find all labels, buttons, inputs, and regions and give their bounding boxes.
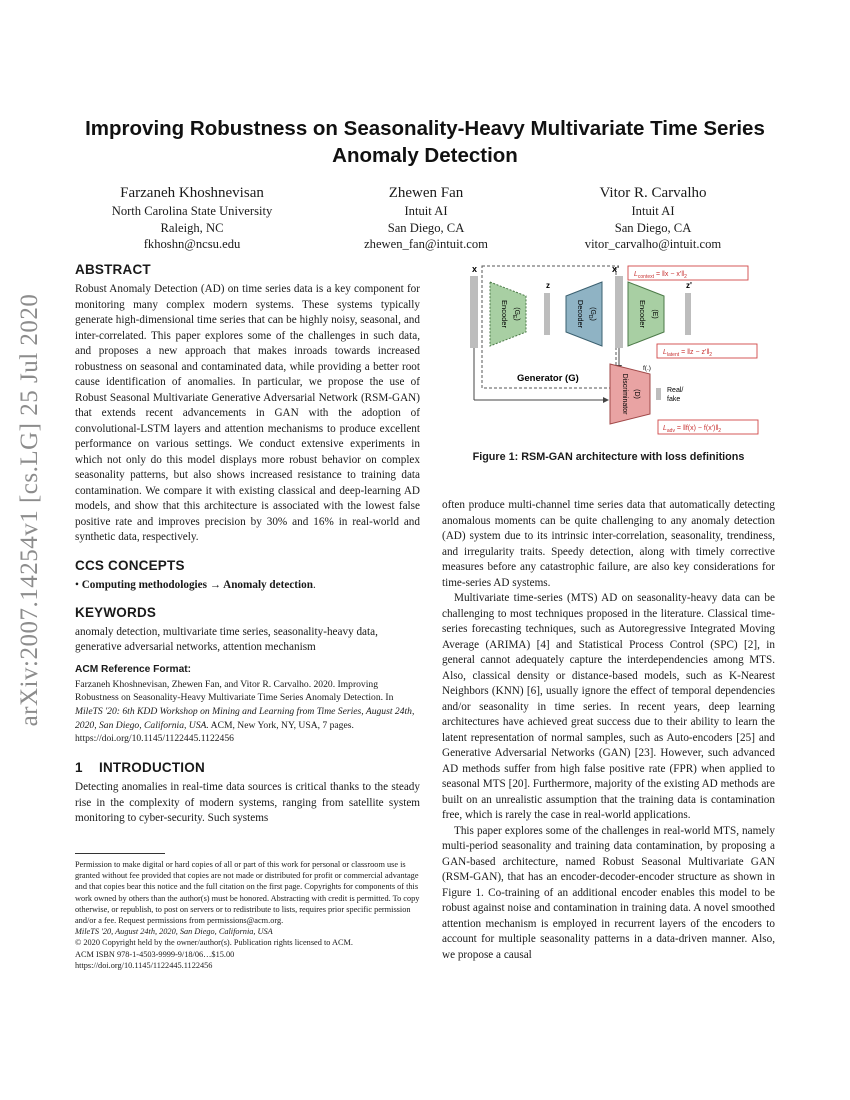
author-email: vitor_carvalho@intuit.com: [584, 237, 722, 251]
author-affiliation: Intuit AI: [404, 204, 448, 218]
author-email: fkhoshn@ncsu.edu: [143, 237, 241, 251]
label-z: z: [546, 281, 550, 290]
latent-z-bar: [544, 293, 550, 335]
permission-isbn: ACM ISBN 978-1-4503-9999-9/18/06…$15.00: [75, 949, 235, 959]
loss-adv-subscript: adv: [666, 428, 675, 434]
permission-venue: [75, 926, 420, 937]
author-location: San Diego, CA: [614, 220, 692, 235]
discriminator-label: Discriminator: [621, 373, 628, 415]
encoder-ge-label: Encoder: [500, 300, 509, 328]
loss-context-eq: = ‖x − x'‖: [654, 271, 685, 278]
permission-doi: https://doi.org/10.1145/1122445.1122456: [75, 960, 213, 970]
reference-format-heading: ACM Reference Format:: [75, 663, 192, 675]
permission-copyright: © 2020 Copyright held by the owner/author(s). Publication rights licensed to ACM.: [75, 938, 353, 948]
author-block-3: [523, 183, 783, 253]
figure-1: [442, 258, 775, 438]
loss-latent-subscript: latent: [666, 352, 680, 358]
introduction-heading: [75, 760, 420, 775]
section-number: 1: [75, 760, 83, 776]
real-fake-label-1: Real/: [667, 387, 684, 394]
section-title: INTRODUCTION: [99, 760, 205, 776]
label-x: x: [472, 264, 478, 274]
decoder-sub-close: ): [589, 318, 596, 321]
author-affiliation: North Carolina State University: [111, 204, 273, 218]
figure-caption: Figure 1: RSM-GAN architecture with loss definitions: [472, 451, 745, 463]
loss-latent-power: 2: [709, 352, 712, 358]
encoder-ge-sub-close: ): [513, 318, 520, 321]
abstract-text: Robust Anomaly Detection (AD) on time series data is a key component for monitoring many complex modern systems. These systems typically generate high-dimensional time series that can be highly noisy, seasonal, and inter-correlated. This paper explores some of the challenges in such data, and proposes a new approach that makes inroads towards increased robustness on seasonal and contaminated data, while providing a better root cause identification of anomalies. In particular, we propose the use of Robust Seasonal Multivariate Generative Adversarial Network (RSM-GAN) that extends recent advancements in GAN with the adoption of convolutional-LSTM layers and attention mechanisms to produce excellent performance on various settings. We conduct extensive experiments in which not only do this model displays more robust behavior on complex seasonality patterns, but also shows increased resistance to training data contamination. We compare it with existing classical and deep-learning AD models, and show that this architecture is associated with the lowest false positive rate and improves precision by 30% and 16% in real-world and synthetic data, respectively.: [75, 283, 420, 543]
label-z-prime: z': [686, 281, 692, 290]
paper-title: Improving Robustness on Seasonality-Heavy Multivariate Time Series Anomaly Detection: [85, 117, 765, 167]
left-column: [75, 262, 420, 827]
discriminator-shape: [610, 364, 650, 424]
decoder-sub-open: (G: [589, 307, 596, 315]
latent-z-prime-bar: [685, 293, 691, 335]
loss-latent-symbol: L: [663, 349, 667, 356]
discriminator-sub: (D): [633, 389, 640, 399]
encoder-ge-sub-index: E: [511, 315, 517, 319]
encoder-ge-sub-open: (G: [513, 307, 520, 316]
arxiv-identifier: arXiv:2007.14254v1 [cs.LG] 25 Jul 2020: [16, 293, 43, 727]
author-block-1: [62, 183, 322, 253]
reconstructed-x-bar: [615, 276, 623, 348]
ccs-heading: CCS CONCEPTS: [75, 557, 185, 573]
introduction-paragraph-1: often produce multi-channel time series data that automatically detecting anomalous moments can be quite challenging to any anomaly detection (AD) system due to its intrinsic inter-correlation, seasonality, trendiness, and irregularity traits. Speedy detection, along with timely corrective measures before any catastrophic failure, are also key considerations for time-series AD systems.: [442, 499, 775, 589]
loss-context-power: 2: [684, 274, 687, 280]
decoder-sub-index: D: [587, 314, 593, 319]
input-x-bar: [470, 276, 478, 348]
permission-text: Permission to make digital or hard copies of all or part of this work for personal or classroom use is granted without fee provided that copies are not made or distributed for profit or commercial advantage and that copies bear this notice and the full citation on the first page. Copyrights for components of this work owned by others than the author(s) must be honored. Abstracting with credit is permitted. To copy otherwise, or republish, to post on servers or to redistribute to lists, requires prior specific permission and/or a fee. Request permissions from permissions@acm.org.: [75, 860, 420, 926]
footnote-rule: [75, 853, 165, 854]
author-name: Farzaneh Khoshnevisan: [120, 185, 264, 201]
author-block-2: [296, 183, 556, 253]
author-name: Zhewen Fan: [388, 185, 464, 201]
loss-adv-power: 2: [718, 428, 722, 434]
reference-text-start: Farzaneh Khoshnevisan, Zhewen Fan, and Vitor R. Carvalho. 2020. Improving Robustness on Seasonality-Heavy Multivariate Time Series Anomaly Detection. In: [75, 678, 394, 704]
encoder-e-sub: (E): [651, 309, 658, 319]
loss-adv-symbol: L: [663, 425, 667, 432]
right-column: [442, 498, 775, 963]
generator-label: Generator (G): [517, 373, 579, 384]
loss-latent-eq: = ‖z − z'‖: [679, 349, 710, 356]
keywords-heading: KEYWORDS: [75, 604, 157, 620]
author-name: Vitor R. Carvalho: [599, 185, 707, 201]
ccs-bullet: •: [75, 578, 79, 591]
permission-venue-text: MileTS '20, August 24th, 2020, San Diego, California, USA: [75, 927, 273, 937]
feature-fn-label: f(.): [643, 365, 651, 372]
reference-text-end: ACM, New York, NY, USA, 7 pages. https://doi.org/10.1145/1122445.1122456: [75, 719, 354, 745]
loss-context-symbol: L: [634, 271, 638, 278]
rsm-gan-diagram: [442, 258, 775, 438]
author-location: Raleigh, NC: [160, 220, 224, 235]
label-x-prime: x': [612, 264, 620, 274]
ccs-period: .: [312, 578, 316, 591]
loss-adv-eq: = ‖f(x) − f(x')‖: [674, 425, 719, 432]
loss-context-subscript: context: [637, 274, 655, 280]
reference-format-text: [75, 678, 420, 747]
keywords-text: anomaly detection, multivariate time series, seasonality-heavy data, generative adversarial networks, attention mechanism: [75, 625, 378, 653]
decoder-label: Decoder: [576, 299, 585, 329]
ccs-concepts: [75, 578, 420, 593]
real-fake-label-2: fake: [667, 396, 681, 403]
encoder-e-label: Encoder: [638, 300, 647, 328]
ccs-concept: Computing methodologies → Anomaly detection: [81, 578, 313, 591]
real-fake-output-bar: [656, 388, 661, 400]
introduction-paragraph-3: This paper explores some of the challenges in real-world MTS, namely multi-period seasonality and training data contamination, by proposing a GAN-based architecture, named Robust Seasonal Multivariate GAN (RSM-GAN), that has an encoder-decoder-encoder structure as shown in Figure 1. Co-training of an additional encoder enables this model to be robust against noise and contamination in training data. A novel smoothed attention mechanism is employed in recurrent layers of the encoders to account for multiple seasonality patterns in a data-driven manner. Also, we propose a causal: [442, 824, 775, 961]
author-email: zhewen_fan@intuit.com: [364, 237, 488, 251]
permission-notice: [75, 859, 420, 971]
abstract-heading: ABSTRACT: [75, 262, 151, 277]
introduction-paragraph-2: Multivariate time-series (MTS) AD on seasonality-heavy data can be challenging to most techniques proposed in the literature. Classical time-series forecasting techniques, such as Autoregressive Integrated Moving Average (ARIMA) [4] and Statistical Process Control (SPC) [2], in general cannot adequately capture the interdependencies among MTS. Also, classical density or distance-based models, such as K-Nearest Neighbors (KNN) [6], usually ignore the effect of temporal dependencies and/or seasonality in time series. In recent years, deep learning architectures have achieved great success due to their ability to learn the latent representation of normal samples, such as Auto-encoders [25] and Generative Adversarial Networks (GAN) [23]. However, such advanced AD methods suffer from high false positive rate (FPR) when applied to seasonal MTS [20]. Furthermore, majority of the existing AD methods are built on an unrealistic assumption that the training data is contamination free, which is rarely the case in real-world applications.: [442, 592, 775, 821]
reference-venue: MileTS '20: 6th KDD Workshop on Mining and Learning from Time Series, August 24th, 2020, San Diego, California, USA.: [75, 705, 415, 731]
author-location: San Diego, CA: [387, 220, 465, 235]
introduction-text-left: Detecting anomalies in real-time data sources is critical thanks to the steady rise in the complexity of modern systems, ranging from satellite system monitoring to cyber-security. Such systems: [75, 781, 420, 825]
arxiv-sidebar: [0, 293, 60, 727]
author-affiliation: Intuit AI: [631, 204, 675, 218]
